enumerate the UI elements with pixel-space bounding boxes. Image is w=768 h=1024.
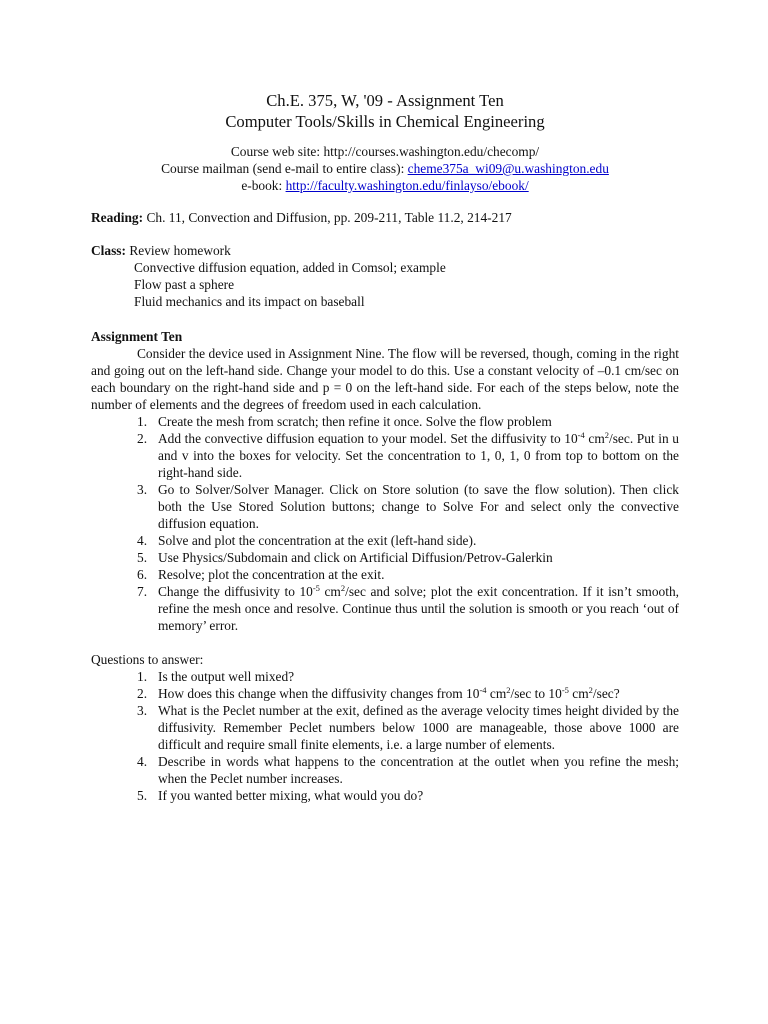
question-text-pre: How does this change when the diffusivity changes from 10: [158, 686, 480, 701]
list-item: [91, 787, 679, 804]
list-item: [91, 566, 679, 583]
list-item: [91, 549, 679, 566]
step-text: Solve and plot the concentration at the exit (left-hand side).: [158, 533, 477, 548]
question-text-mid: cm: [568, 686, 589, 701]
assignment-heading: Assignment Ten: [91, 329, 183, 344]
reading-label: Reading:: [91, 210, 144, 225]
question-number: 1.: [137, 669, 148, 684]
title-line-1: Ch.E. 375, W, '09 - Assignment Ten: [266, 91, 504, 110]
questions-heading: Questions to answer:: [91, 652, 204, 667]
superscript: -5: [561, 685, 569, 695]
list-item: [91, 668, 679, 685]
superscript: 2: [604, 430, 609, 440]
list-item: [91, 413, 679, 430]
class-line-1: [91, 242, 679, 259]
step-text-mid: cm: [319, 584, 341, 599]
step-text: Go to Solver/Solver Manager. Click on Store solution (to save the flow solution). Then click both the Use Stored Solution buttons; change to Solve For and select only the convective diffusion equation.: [158, 482, 679, 531]
list-item: [91, 702, 679, 753]
superscript: 2: [588, 685, 593, 695]
document-page: [91, 90, 679, 804]
question-number: 5.: [137, 788, 148, 803]
question-number: 4.: [137, 754, 148, 769]
assignment-steps: [91, 413, 679, 634]
mailman-label: Course mailman (send e-mail to entire class):: [161, 161, 408, 176]
list-item: [91, 685, 679, 702]
step-number: 1.: [137, 414, 148, 429]
question-number: 2.: [137, 686, 148, 701]
step-text: Create the mesh from scratch; then refine it once. Solve the flow problem: [158, 414, 552, 429]
list-item: [91, 532, 679, 549]
reading-paragraph: [91, 209, 679, 226]
mailman-link[interactable]: cheme375a_wi09@u.washington.edu: [407, 161, 609, 176]
reading-text: Ch. 11, Convection and Diffusion, pp. 209-211, Table 11.2, 214-217: [143, 210, 512, 225]
class-label: Class:: [91, 243, 126, 258]
question-text: Describe in words what happens to the concentration at the outlet when you refine the mesh; when the Peclet number increases.: [158, 754, 679, 786]
list-item: [91, 430, 679, 481]
question-text: What is the Peclet number at the exit, defined as the average velocity times height divided by the diffusivity. Remember Peclet numbers below 1000 are manageable, those above 1000 are difficult and require small finite elements, i.e. a large number of elements.: [158, 703, 679, 752]
step-text-pre: Add the convective diffusion equation to your model. Set the diffusivity to 10: [158, 431, 578, 446]
superscript: 2: [506, 685, 511, 695]
course-ebook: [91, 177, 679, 194]
superscript: -4: [479, 685, 487, 695]
superscript: -5: [312, 583, 320, 593]
question-text: Is the output well mixed?: [158, 669, 295, 684]
page-title: [91, 90, 679, 132]
step-number: 3.: [137, 482, 148, 497]
step-text: Use Physics/Subdomain and click on Artificial Diffusion/Petrov-Galerkin: [158, 550, 553, 565]
step-text-mid: cm: [584, 431, 605, 446]
course-info: [91, 143, 679, 194]
class-item-1: Review homework: [125, 243, 231, 258]
question-text: If you wanted better mixing, what would you do?: [158, 788, 424, 803]
question-text-mid: cm: [486, 686, 507, 701]
ebook-label: e-book:: [241, 178, 286, 193]
step-number: 5.: [137, 550, 148, 565]
class-section: [91, 242, 679, 310]
course-website: Course web site: http://courses.washington.edu/checomp/: [230, 144, 540, 159]
list-item: [91, 481, 679, 532]
class-item-2: Convective diffusion equation, added in Comsol; example: [134, 260, 446, 275]
class-item-3: Flow past a sphere: [134, 277, 235, 292]
superscript: -4: [577, 430, 585, 440]
question-text-mid: /sec to 10: [510, 686, 562, 701]
list-item: [91, 583, 679, 634]
step-text-pre: Change the diffusivity to 10: [158, 584, 313, 599]
question-number: 3.: [137, 703, 148, 718]
course-mailman: [91, 160, 679, 177]
questions-list: [91, 668, 679, 804]
superscript: 2: [340, 583, 346, 593]
ebook-link[interactable]: http://faculty.washington.edu/finlayso/ebook/: [285, 178, 529, 193]
step-number: 7.: [137, 584, 148, 599]
step-number: 6.: [137, 567, 148, 582]
step-number: 2.: [137, 431, 148, 446]
title-line-2: Computer Tools/Skills in Chemical Engineering: [225, 112, 545, 131]
assignment-intro: Consider the device used in Assignment Nine. The flow will be reversed, though, coming in the right and going out on the left-hand side. Change your model to do this. Use a constant velocity of –0.1 cm/sec on each boundary on the right-hand side and p = 0 on the left-hand side. For each of the steps below, note the number of elements and the degrees of freedom used in each calculation.: [91, 346, 679, 412]
step-text: Resolve; plot the concentration at the exit.: [158, 567, 385, 582]
step-number: 4.: [137, 533, 148, 548]
question-text-post: /sec?: [592, 686, 620, 701]
class-item-4: Fluid mechanics and its impact on baseball: [134, 294, 365, 309]
step-text-post: /sec. Put in u and v into the boxes for velocity. Set the concentration to 1, 0, 1, 0 from top to bottom on the right-hand side.: [158, 431, 679, 480]
list-item: [91, 753, 679, 787]
step-text-post: /sec and solve; plot the exit concentration. If it isn’t smooth, refine the mesh once and resolve. Continue thus until the solution is smooth or you reach ‘out of memory’ error.: [158, 584, 679, 633]
